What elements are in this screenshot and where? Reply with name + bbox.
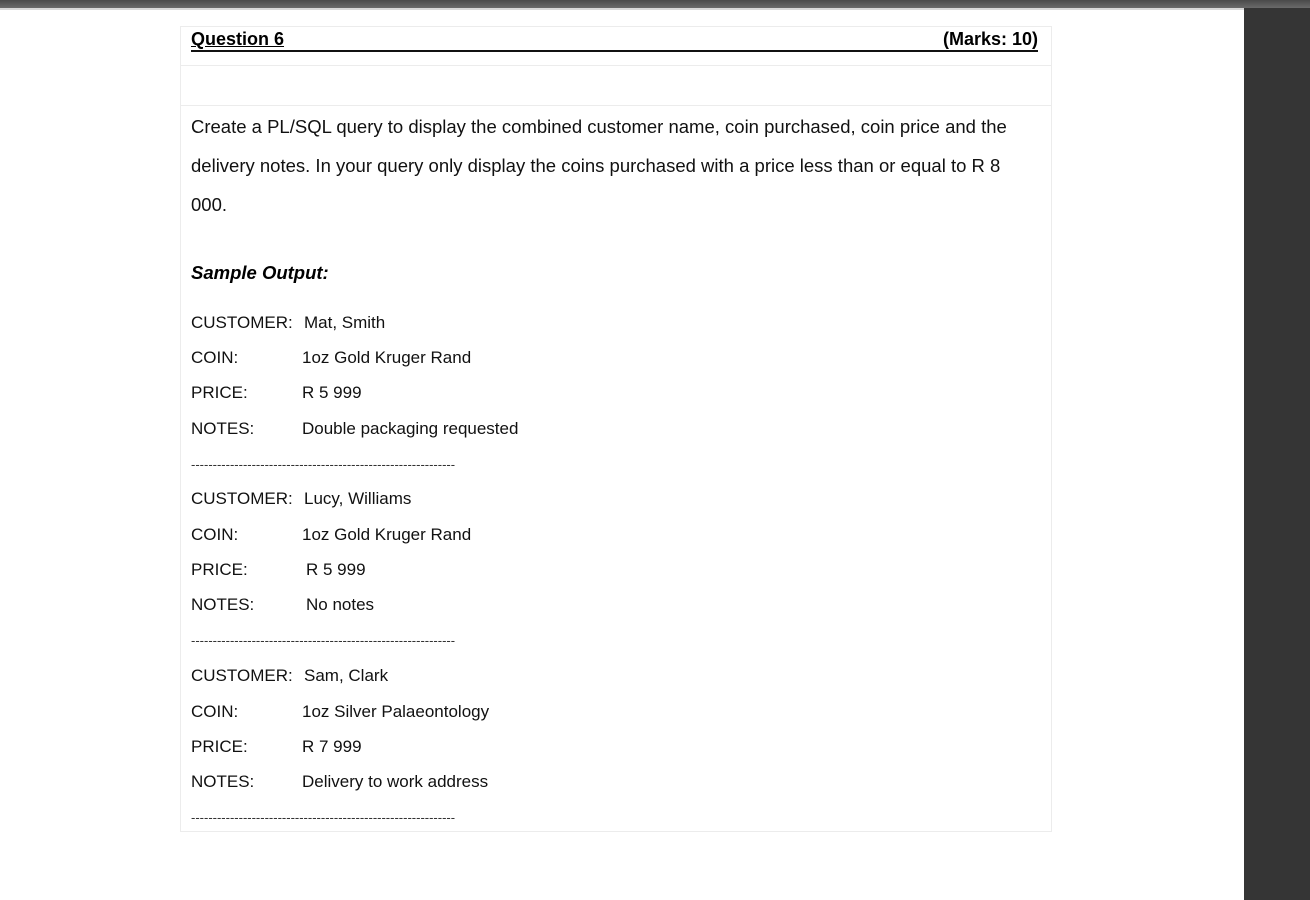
sample-output-heading: Sample Output: — [191, 262, 329, 283]
customer-value: Lucy, Williams — [304, 489, 412, 508]
notes-label: NOTES: — [191, 595, 255, 614]
viewer-top-bar — [0, 0, 1310, 8]
coin-label: COIN: — [191, 702, 239, 721]
record-separator: ------------------------------------------------------------- — [191, 457, 456, 472]
notes-value: Delivery to work address — [302, 772, 489, 791]
customer-label: CUSTOMER: — [191, 666, 293, 685]
coin-value: 1oz Silver Palaeontology — [302, 702, 490, 721]
price-value: R 5 999 — [306, 560, 366, 579]
customer-value: Mat, Smith — [304, 313, 386, 332]
customer-label: CUSTOMER: — [191, 313, 293, 332]
customer-label: CUSTOMER: — [191, 489, 293, 508]
notes-value: No notes — [306, 595, 375, 614]
divider — [181, 105, 1051, 106]
viewer-right-panel — [1244, 8, 1310, 900]
price-label: PRICE: — [191, 560, 248, 579]
question-title: Question 6 — [191, 29, 285, 49]
question-instructions: Create a PL/SQL query to display the combined customer name, coin purchased, coin price and the delivery notes. In your query only display the coins purchased with a price less than or equal to R 8 000. — [191, 116, 1007, 215]
price-label: PRICE: — [191, 383, 248, 402]
price-value: R 7 999 — [302, 737, 362, 756]
coin-label: COIN: — [191, 348, 239, 367]
customer-value: Sam, Clark — [304, 666, 389, 685]
price-label: PRICE: — [191, 737, 248, 756]
question-header — [191, 28, 1038, 52]
notes-value: Double packaging requested — [302, 419, 519, 438]
coin-value: 1oz Gold Kruger Rand — [302, 348, 472, 367]
question-marks: (Marks: 10) — [942, 29, 1038, 49]
record-separator: ------------------------------------------------------------- — [191, 633, 456, 648]
coin-label: COIN: — [191, 525, 239, 544]
notes-label: NOTES: — [191, 772, 255, 791]
price-value: R 5 999 — [302, 383, 362, 402]
divider — [181, 65, 1051, 66]
coin-value: 1oz Gold Kruger Rand — [302, 525, 472, 544]
notes-label: NOTES: — [191, 419, 255, 438]
record-separator: ------------------------------------------------------------- — [191, 810, 456, 825]
